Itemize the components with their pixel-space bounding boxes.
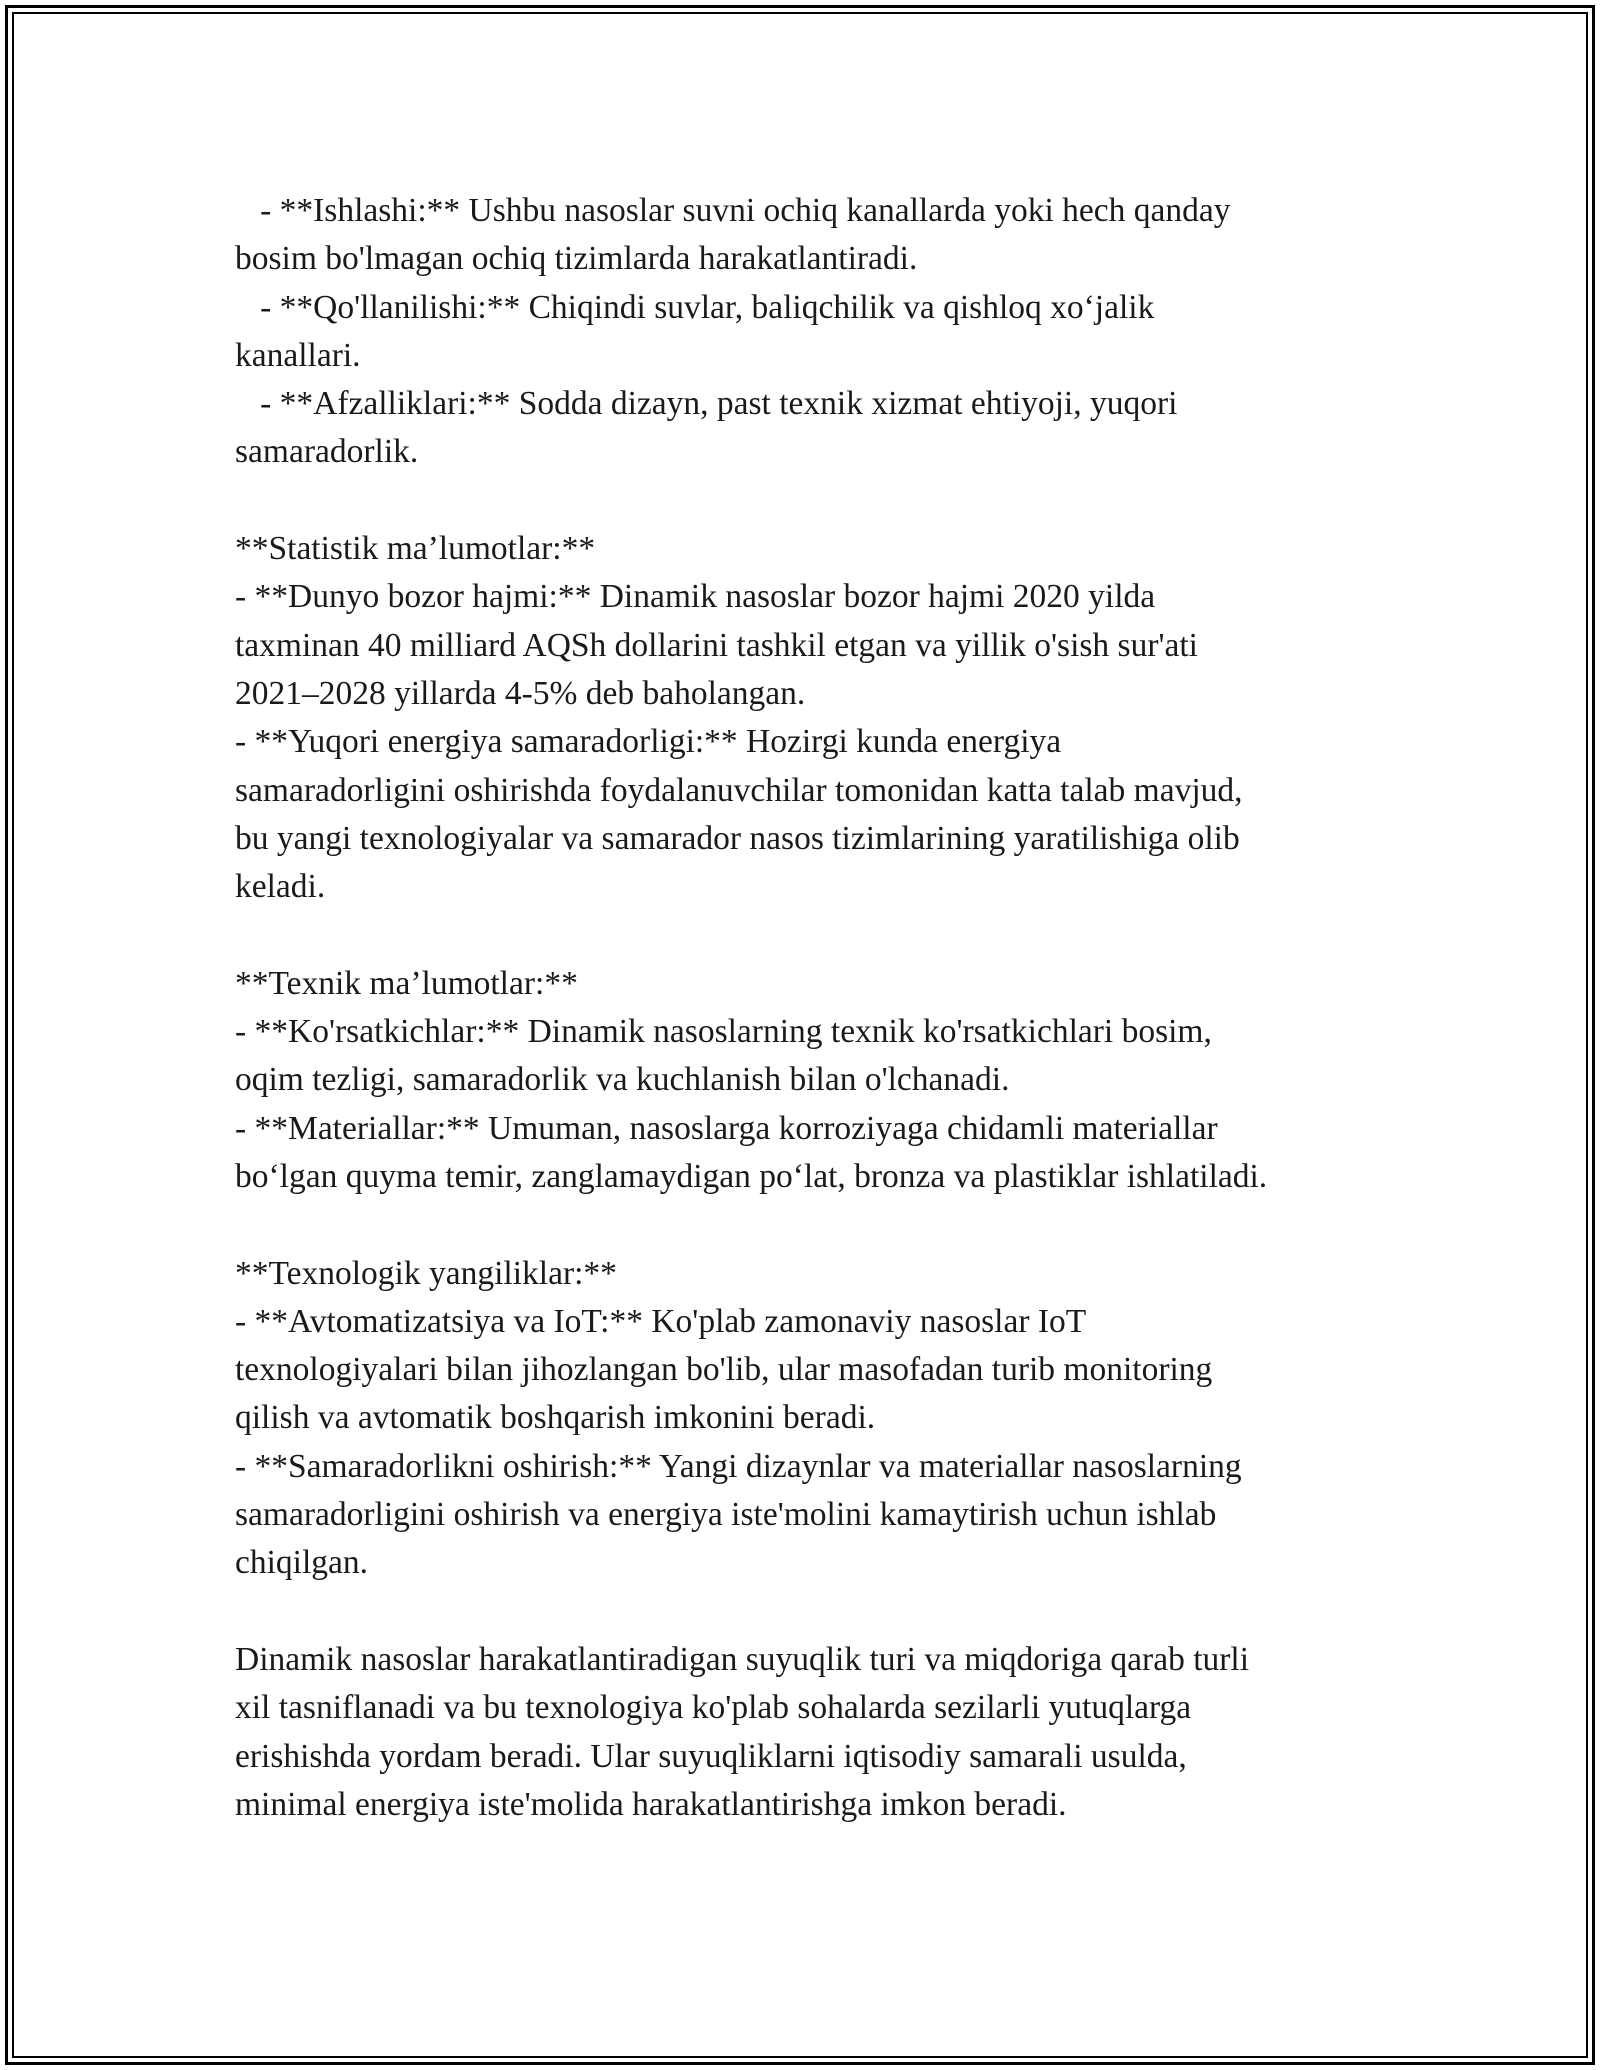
text-line: - **Dunyo bozor hajmi:** Dinamik nasoslar bozor hajmi 2020 yilda <box>235 578 1156 616</box>
conclusion-line: erishishda yordam beradi. Ular suyuqliklarni iqtisodiy samarali usulda, <box>235 1737 1187 1775</box>
conclusion-line: Dinamik nasoslar harakatlantiradigan suyuqlik turi va miqdoriga qarab turli <box>235 1640 1250 1678</box>
text-line: bo‘lgan quyma temir, zanglamaydigan po‘lat, bronza va plastiklar ishlatiladi. <box>235 1157 1268 1195</box>
text-line: kanallari. <box>235 336 361 374</box>
conclusion-line: minimal energiya iste'molida harakatlantirishga imkon beradi. <box>235 1785 1067 1823</box>
text-line: samaradorligini oshirish va energiya iste'molini kamaytirish uchun ishlab <box>235 1496 1217 1534</box>
text-line: 2021–2028 yillarda 4-5% deb baholangan. <box>235 674 806 712</box>
text-line: samaradorlik. <box>235 433 419 471</box>
text-line: oqim tezligi, samaradorlik va kuchlanish bilan o'lchanadi. <box>235 1061 1010 1099</box>
section-heading-innovations: **Texnologik yangiliklar:** <box>235 1254 617 1292</box>
blank-line <box>235 1201 1385 1249</box>
text-line: taxminan 40 milliard AQSh dollarini tashkil etgan va yillik o'sish sur'ati <box>235 626 1198 664</box>
text-line: - **Qo'llanilishi:** Chiqindi suvlar, baliqchilik va qishloq xo‘jalik <box>235 288 1155 326</box>
text-line: bu yangi texnologiyalar va samarador nasos tizimlarining yaratilishiga olib <box>235 819 1240 857</box>
text-line: - **Yuqori energiya samaradorligi:** Hozirgi kunda energiya <box>235 723 1062 761</box>
text-line: - **Afzalliklari:** Sodda dizayn, past texnik xizmat ehtiyoji, yuqori <box>235 385 1178 423</box>
text-line: - **Ko'rsatkichlar:** Dinamik nasoslarning texnik ko'rsatkichlari bosim, <box>235 1013 1212 1051</box>
text-line: qilish va avtomatik boshqarish imkonini beradi. <box>235 1399 876 1437</box>
text-line: chiqilgan. <box>235 1544 369 1582</box>
text-line: - **Ishlashi:** Ushbu nasoslar suvni ochiq kanallarda yoki hech qanday <box>235 192 1231 229</box>
blank-line <box>235 911 1385 959</box>
text-line: samaradorligini oshirishda foydalanuvchilar tomonidan katta talab mavjud, <box>235 771 1243 809</box>
conclusion-line: xil tasniflanadi va bu texnologiya ko'plab sohalarda sezilarli yutuqlarga <box>235 1689 1192 1727</box>
text-line: texnologiyalari bilan jihozlangan bo'lib, ular masofadan turib monitoring <box>235 1351 1213 1389</box>
document-body <box>235 187 1385 1829</box>
section-heading-statistics: **Statistik ma’lumotlar:** <box>235 530 596 568</box>
blank-line <box>235 1588 1385 1636</box>
text-line: - **Samaradorlikni oshirish:** Yangi dizaynlar va materiallar nasoslarning <box>235 1447 1242 1485</box>
text-line: bosim bo'lmagan ochiq tizimlarda harakatlantiradi. <box>235 240 918 278</box>
blank-line <box>235 477 1385 525</box>
text-line: - **Materiallar:** Umuman, nasoslarga korroziyaga chidamli materiallar <box>235 1109 1218 1147</box>
text-line: - **Avtomatizatsiya va IoT:** Ko'plab zamonaviy nasoslar IoT <box>235 1302 1087 1340</box>
section-heading-technical: **Texnik ma’lumotlar:** <box>235 964 578 1002</box>
text-line: keladi. <box>235 868 326 906</box>
